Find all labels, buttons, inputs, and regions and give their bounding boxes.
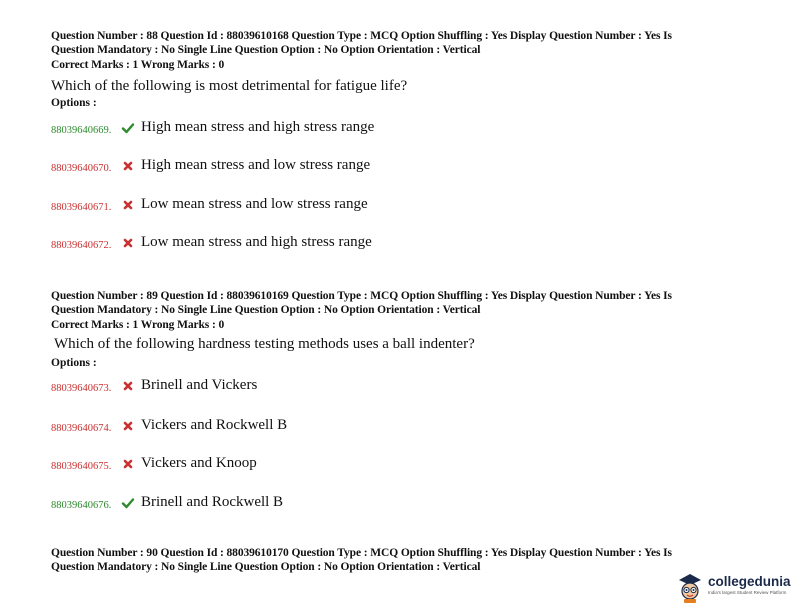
option-id: 88039640676. (51, 500, 112, 511)
cross-icon (121, 198, 135, 212)
cross-icon (121, 419, 135, 433)
brand-name: collegedunia (708, 574, 791, 589)
question-marks: Correct Marks : 1 Wrong Marks : 0 (51, 59, 225, 71)
option-text: Low mean stress and low stress range (141, 196, 368, 212)
question-meta: Question Number : 90 Question Id : 88039610170 Question Type : MCQ Option Shuffling : Yes Display Question Number : Yes Is Question Mandatory : No Single Line Question Option : No Option Orientation : Vertical (51, 547, 672, 573)
cross-icon (121, 379, 135, 393)
option-row (51, 191, 368, 213)
mascot-logo-icon (676, 572, 704, 604)
option-text: Low mean stress and high stress range (141, 234, 372, 250)
question-meta: Question Number : 89 Question Id : 88039610169 Question Type : MCQ Option Shuffling : Yes Display Question Number : Yes Is Question Mandatory : No Single Line Question Option : No Option Orientation : Vertical (51, 290, 672, 316)
option-text: High mean stress and high stress range (141, 119, 375, 135)
option-text: Brinell and Rockwell B (141, 494, 284, 510)
option-text: Vickers and Rockwell B (141, 417, 288, 433)
brand-tagline: India's largest Student Review Platform (708, 590, 787, 595)
option-id: 88039640670. (51, 163, 112, 174)
option-row (51, 372, 257, 394)
option-text: Vickers and Knoop (141, 455, 257, 471)
option-row (51, 450, 257, 472)
option-text: Brinell and Vickers (141, 377, 258, 393)
cross-icon (121, 457, 135, 471)
option-row (51, 489, 283, 511)
collegedunia-watermark (676, 572, 791, 606)
option-row (51, 152, 370, 174)
option-row (51, 114, 374, 136)
cross-icon (121, 236, 135, 250)
option-row (51, 412, 287, 434)
option-id: 88039640675. (51, 461, 112, 472)
options-label: Options : (51, 357, 97, 369)
option-id: 88039640669. (51, 125, 112, 136)
option-id: 88039640671. (51, 202, 112, 213)
question-meta: Question Number : 88 Question Id : 88039610168 Question Type : MCQ Option Shuffling : Yes Display Question Number : Yes Is Question Mandatory : No Single Line Question Option : No Option Orientation : Vertical (51, 30, 672, 56)
options-label: Options : (51, 97, 97, 109)
option-id: 88039640673. (51, 383, 112, 394)
check-icon (121, 496, 135, 510)
option-id: 88039640672. (51, 240, 112, 251)
question-text: Which of the following is most detrimental for fatigue life? (51, 78, 408, 94)
question-marks: Correct Marks : 1 Wrong Marks : 0 (51, 319, 225, 331)
option-id: 88039640674. (51, 423, 112, 434)
question-text: Which of the following hardness testing methods uses a ball indenter? (54, 336, 475, 352)
option-text: High mean stress and low stress range (141, 157, 371, 173)
check-icon (121, 121, 135, 135)
cross-icon (121, 159, 135, 173)
option-row (51, 229, 372, 251)
